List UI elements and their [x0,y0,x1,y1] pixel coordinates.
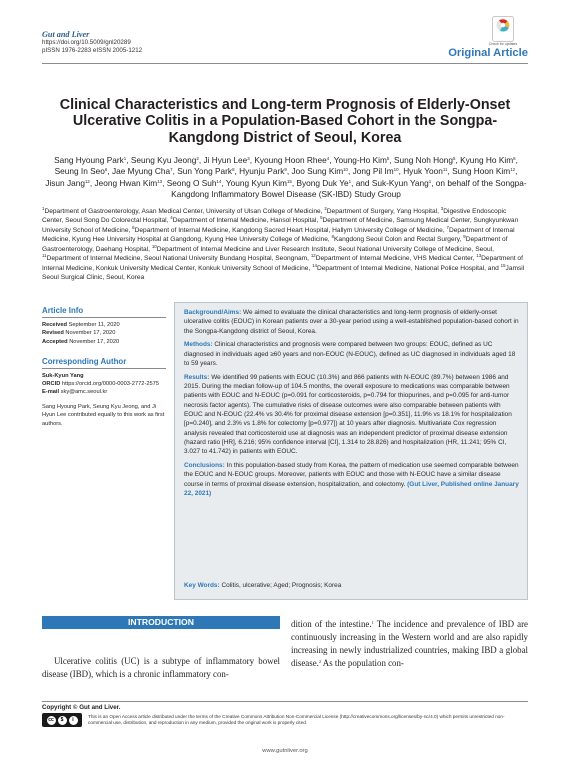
intro-right-column: dition of the intestine.$^1$ The incidence and prevalence of IBD are continuously increasing in the Western world and are also rapidly increasing in newly industrialized countries, making IBD a global disease.$^2$ As the population con- [291,619,528,668]
corresponding-heading: Corresponding Author [42,356,127,366]
keywords: Key Words: Colitis, ulcerative; Aged; Prognosis; Korea [184,582,342,589]
author-name: and Suk-Kyun Yang [355,177,429,188]
abstract-box [174,302,528,600]
abstract-results: Results: We identified 99 patients with EOUC (10.3%) and 866 patients with N-EOUC (89.7%) between 1986 and 2015. During the median follow-up of 104.5 months, the overall exposure to medications was comparable between patients with EOUC and N-EOUC (p=0.091 for corticosteroids, p=0.794 for thiopurines, and p=0.095 for anti-tumor necrosis factor agents). The cumulative risks of disease outcomes were also comparable between patients with EOUC and N-EOUC (22.4% vs 30.4% for proximal disease extension [p=0.351], 11.9% vs 18.1% for hospitalization [p=0.240], and 2.3% vs 1.8% for colectomy [p=0.977]) at 10 years after diagnosis. Multivariate Cox regression analysis revealed that corticosteroid use at diagnosis was an independent predictor of proximal disease extension (hazard ratio [HR], 6.216; 95% confidence interval [CI], 1.314 to 28.826) and hospitalization (HR, 11.241; 95% CI, 3.027 to 41.742) in patients with EOUC. [184,373,512,456]
issn: pISSN 1976-2283 eISSN 2005-1212 [42,47,143,54]
affiliation-number: 6 [132,224,135,230]
affiliations [42,207,528,283]
author-name: Kyoung Hoon Rhee [254,155,327,165]
journal-website[interactable]: www.gutnliver.org [262,748,308,754]
affiliation-number: 1 [42,206,45,211]
affiliation-number: 2 [324,206,327,211]
author-affiliation-number: 12 [510,167,516,173]
affiliation-number: 13 [476,253,482,259]
affiliation-number: 10 [151,243,157,249]
affiliation-text: Department of Internal Medicine, Kyung Hee University Hospital at Gangdong, Kyung Hee University College of Medicine, [42,226,515,244]
affiliation-number: 11 [42,253,47,259]
abstract-conclusions: Conclusions: In this population-based study from Korea, the pattern of medication use seemed comparable between the EOUC and N-EOUC groups. Moreover, patients with EOUC and those with N-EOUC have a similar disease course in terms of proximal disease extension, hospitalization, and colectomy. (Gut Liver, Published online January 22, 2021) [184,461,519,497]
affiliation-number: 14 [312,262,317,268]
author-name: Jisun Jang [45,177,85,188]
author-name: Sun Yong Park [177,166,233,177]
author-affiliation-number: 5 [453,156,456,161]
author-name: Sung Hoon Kim [452,166,511,177]
author-name: Jae Myung Cha [111,166,171,177]
author-affiliation-number: 8 [232,167,235,173]
crossmark-label: Check for updates [488,42,518,46]
author-affiliation-number: 10 [393,167,399,173]
article-info-heading: Article Info [42,306,84,315]
affiliation-number: 9 [463,234,466,240]
abstract-methods: Methods: Clinical characteristics and prognosis were compared between two groups: EOUC, defined as UC diagnosed in individuals aged ≥60 years and non-EOUC (N-EOUC), defined as UC diagnosed in individuals aged 18 to 59 years. [184,341,516,367]
author-affiliation-number: 13 [157,178,163,184]
license-text: This is an Open Access article distributed under the terms of the Creative Commons Attribution Non-Commercial License (http://creativecommons.org/licenses/by-nc/4.0) which permits unrestricted non-commercial use, distribution, and reproduction in any medium, provided the original work is properly cited. [88,714,505,726]
author-affiliation-number: 7 [170,167,173,173]
author-name: Seung Kyu Jeong [130,155,197,165]
author-affiliation-number: 10 [343,167,348,173]
affiliation-text: Department of Gastroenterology, Daehang Hospital, [42,236,508,253]
abstract-background: Background/Aims: We aimed to evaluate the clinical characteristics and long-term prognosis of elderly-onset ulcerative colitis (EOUC) in Korean patients over a 30-year period using a well-established population-based cohort in the Songpa-Kangdong district of Seoul, Korea. [184,309,519,335]
author-name: Jeong Hwan Kim [94,177,158,188]
author-name: Hyunju Park [239,166,285,177]
author-name: Jong Pil Im [352,166,394,177]
affiliation-text: Department of Internal Medicine, Seoul National University Bundang Hospital, Seongnam, [46,255,311,263]
affiliation-number: 3 [440,206,444,211]
intro-left-column: Ulcerative colitis (UC) is a subtype of inflammatory bowel disease (IBD), which is a chronic inflammatory con- [42,656,280,679]
author-affiliation-number: 15 [286,178,292,184]
author-affiliation-number: 11 [442,167,448,173]
author-affiliation-number: 1 [123,156,127,161]
copyright: Copyright © Gut and Liver. [42,704,121,711]
email-link[interactable]: sky@amc.seoul.kr [60,389,108,396]
affiliation-number: 5 [320,215,323,221]
orcid-link[interactable]: https://orcid.org/0000-0003-2772-2575 [61,381,159,388]
author-affiliation-number: 6 [104,167,108,173]
author-name: Seung In Seo [54,166,105,177]
author-affiliation-number: 2 [196,156,199,161]
affiliation-text: Department of Medicine, Samsung Medical Center, Sungkyunkwan University School of Medicine, [42,217,519,234]
affiliation-number: 15 [500,262,506,268]
doi-link[interactable]: https://doi.org/10.5009/gnl20289 [42,39,131,46]
affiliation-number: 8 [331,234,334,240]
author-affiliation-number: 6 [513,156,516,161]
affiliation-number: 12 [310,253,316,259]
header-divider [42,63,528,64]
study-group: , on behalf of the Songpa-Kangdong Inflammatory Bowel Disease (SK-IBD) Study Group [171,177,527,200]
affiliation-number: 7 [446,224,449,230]
author-affiliation-number: 4 [326,156,330,161]
affiliation-text: Kangdong Seoul Colon and Rectal Surgery, [334,236,464,244]
author-affiliation-number: 9 [284,167,287,173]
author-list [44,155,528,201]
author-name: Sang Hyoung Park [54,155,124,165]
corresponding-name: Suk-Kyun Yang [42,372,84,379]
section-heading-introduction: INTRODUCTION [128,617,194,627]
article-title: Clinical Characteristics and Long-term Prognosis of Elderly-Onset Ulcerative Colitis in a Population-Based Cohort in the Songpa-Kangdong District of Seoul, Korea [59,97,511,146]
author-affiliation-number: 14 [216,178,222,184]
affiliation-text: Department of Internal Medicine, Konkuk University Medical Center, Konkuk University School of Medicine, [42,255,523,272]
contribution-note: Sang Hyoung Park, Seung Kyu Jeong, and Ji Hyun Lee contributed equally to this work as first authors. [42,403,165,427]
article-info-sidebar [42,306,166,428]
email: E-mail sky@amc.seoul.kr [42,389,108,396]
received-date: Received September 11, 2020 [42,322,120,328]
affiliation-text: Department of Surgery, Yang Hospital, [326,208,441,215]
affiliation-text: Department of Internal Medicine, National Police Hospital, and [317,264,501,272]
author-name: Byong Duk Ye [296,177,349,188]
creative-commons-icon[interactable]: cc $ i [42,713,82,727]
author-name: Ji Hyun Lee [203,155,248,165]
author-name: Young-Ho Kim [333,155,387,165]
author-affiliation-number: 3 [247,156,250,161]
orcid: ORCID https://orcid.org/0000-0003-2772-2575 [42,381,159,388]
author-name: Young Kyun Kim [225,177,287,188]
article-type: Original Article [448,47,528,59]
affiliation-number: 4 [170,215,173,221]
crossmark-icon[interactable] [492,16,514,42]
author-affiliation-number: 1 [428,178,432,184]
author-name: Seong O Suh [166,177,217,188]
article-info-divider [42,317,166,318]
author-affiliation-number: 5 [386,156,390,161]
author-names: Sang Hyoung Park$^1$, Seung Kyu Jeong$^2$, Ji Hyun Lee$^3$, Kyoung Hoon Rhee$^4$, Young-Ho Kim$^5$, Sung Noh Hong$^5$, Kyung Ho Kim$^6$, Seung In Seo$^6$, Jae Myung Cha$^7$, Sun Yong Park$^8$, Hyunju Park$^9$, Joo Sung Kim$^{10}$, Jong Pil Im$^{10}$, Hyuk Yoon$^{11}$, Sung Hoon Kim$^{12}$, Jisun Jang$^{12}$, Jeong Hwan Kim$^{13}$, Seong O Suh$^{14}$, Young Kyun Kim$^{15}$, Byong Duk Ye$^1$, and Suk-Kyun Yang$^1$ [45,155,518,188]
accepted-date: Accepted November 17, 2020 [42,338,120,345]
corresponding-divider [42,368,166,369]
author-name: Kyung Ho Kim [460,155,514,165]
author-affiliation-number: 1 [348,178,352,184]
revised-date: Revised November 17, 2020 [42,330,116,337]
journal-name: Gut and Liver [42,30,90,39]
author-name: Joo Sung Kim [291,166,344,177]
affiliation-text: Department of Internal Medicine, VHS Medical Center, [315,255,477,263]
author-affiliation-number: 12 [84,178,90,184]
author-name: Sung Noh Hong [393,155,454,165]
affiliation-text: Department of Internal Medicine, Kangdong Sacred Heart Hospital, Hallym University College of Medicine, [134,226,447,234]
affiliation-text: Jamsil Seoul Surgical Clinic, Seoul, Korea [42,264,525,282]
affiliation-text: Department of Internal Medicine, Hansol Hospital, [172,217,321,225]
journal-header [42,30,528,62]
affiliation-text: Digestive Endoscopic Center, Seoul Song Do Colorectal Hospital, [42,208,507,225]
footer-divider [42,701,528,702]
affiliation-text: Department of Gastroenterology, Asan Medical Center, University of Ulsan College of Medicine, [44,208,325,215]
affiliation-text: Department of Internal Medicine and Liver Research Institute, Seoul National University College of Medicine, Seoul, [156,245,494,253]
author-name: Hyuk Yoon [403,166,443,177]
